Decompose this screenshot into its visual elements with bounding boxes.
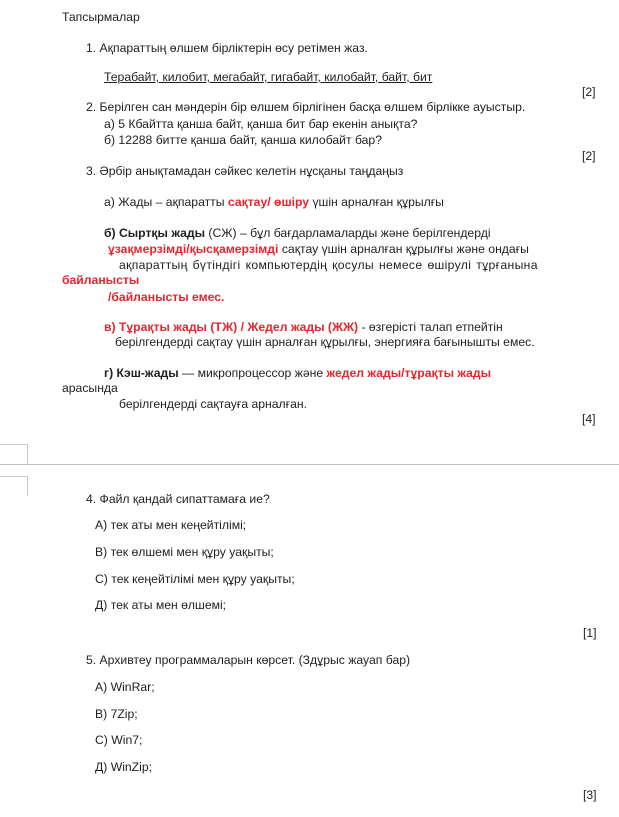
question-3-c-rest1: - өзгерісті талап етпейтін [358, 320, 503, 334]
question-4-option: С) тек кеңейтілімі мен құру уақыты; [95, 572, 295, 586]
question-3-c-choice: в) Тұрақты жады (ТЖ) / Жедел жады (ЖЖ) [104, 320, 359, 334]
question-3: 3. Әрбір анықтамадан сәйкес келетін нұсқаны таңдаңыз [86, 164, 404, 178]
question-3-score: [4] [582, 412, 596, 426]
question-3-d-choice: жедел жады/тұрақты жады [326, 366, 492, 380]
question-3-b-rest1: (СЖ) – бұл бағдарламаларды және берілгендерді [205, 226, 491, 240]
question-2: 2. Берілген сан мәндерін бір өлшем бірлігінен басқа өлшем бірлікке ауыстыр. [86, 100, 526, 114]
question-5: 5. Архивтеу программаларын көрсет. (Здұрыс жауап бар) [86, 653, 411, 667]
question-3-b-choice1: ұзақмерзімді/қысқамерзімді [108, 242, 279, 256]
question-3-b-choice2b: /байланысты емес. [108, 290, 225, 304]
question-2-a: а) 5 Кбайтта қанша байт, қанша бит бар екенін анықта? [104, 117, 418, 131]
question-4-option: А) тек аты мен кеңейтілімі; [95, 518, 247, 532]
question-3-b-line3: ақпараттың бүтіндігі компьютердің қосулы немесе өшірулі тұрғанына [119, 258, 538, 272]
question-3-a-prefix: а) Жады – ақпаратты [104, 195, 228, 209]
question-5-option: Д) WinZip; [95, 760, 153, 774]
question-4: 4. Файл қандай сипаттамаға ие? [86, 492, 270, 506]
question-3-c-line2: берілгендерді сақтау үшін арналған құрылғы, энергияға бағынышты емес. [115, 335, 535, 349]
question-1: 1. Ақпараттың өлшем бірліктерін өсу ретімен жаз. [86, 41, 368, 55]
question-5-option: А) WinRar; [95, 680, 155, 694]
question-3-d-line1 [104, 366, 491, 380]
question-1-score: [2] [582, 85, 596, 99]
page-break-mark [0, 476, 28, 496]
question-5-score: [3] [583, 788, 597, 802]
question-3-c-line1 [104, 320, 503, 334]
question-3-d-rest1: — микропроцессор және [178, 366, 327, 380]
question-3-d-term: г) Кэш-жады [104, 366, 179, 380]
question-3-d-line2: арасында [62, 381, 118, 395]
question-3-a-suffix: үшін арналған құрылғы [309, 195, 444, 209]
question-4-score: [1] [583, 626, 597, 640]
question-3-b-choice2a: байланысты [62, 273, 140, 287]
question-3-d-line3: берілгендерді сақтауға арналған. [119, 397, 308, 411]
question-3-b-term: б) Сыртқы жады [104, 226, 206, 240]
question-4-option: Д) тек аты мен өлшемі; [95, 598, 227, 612]
page-title: Тапсырмалар [62, 10, 140, 24]
question-3-b-rest2: сақтау үшін арналған құрылғы және ондағы [278, 242, 529, 256]
page-divider [0, 464, 619, 465]
page-break-mark [0, 444, 28, 464]
question-3-b-line2 [108, 242, 529, 256]
question-3-a-choice: сақтау/ өшіру [227, 195, 310, 209]
question-3-a [104, 195, 444, 209]
question-3-b-line1 [104, 226, 491, 240]
question-2-score: [2] [582, 149, 596, 163]
question-1-unit-list: Терабайт, килобит, мегабайт, гигабайт, килобайт, байт, бит [104, 70, 433, 84]
question-4-option: В) тек өлшемі мен құру уақыты; [95, 545, 274, 559]
question-5-option: В) 7Zip; [95, 707, 138, 721]
question-5-option: С) Win7; [95, 733, 143, 747]
question-2-b: б) 12288 битте қанша байт, қанша килобайт бар? [104, 133, 382, 147]
